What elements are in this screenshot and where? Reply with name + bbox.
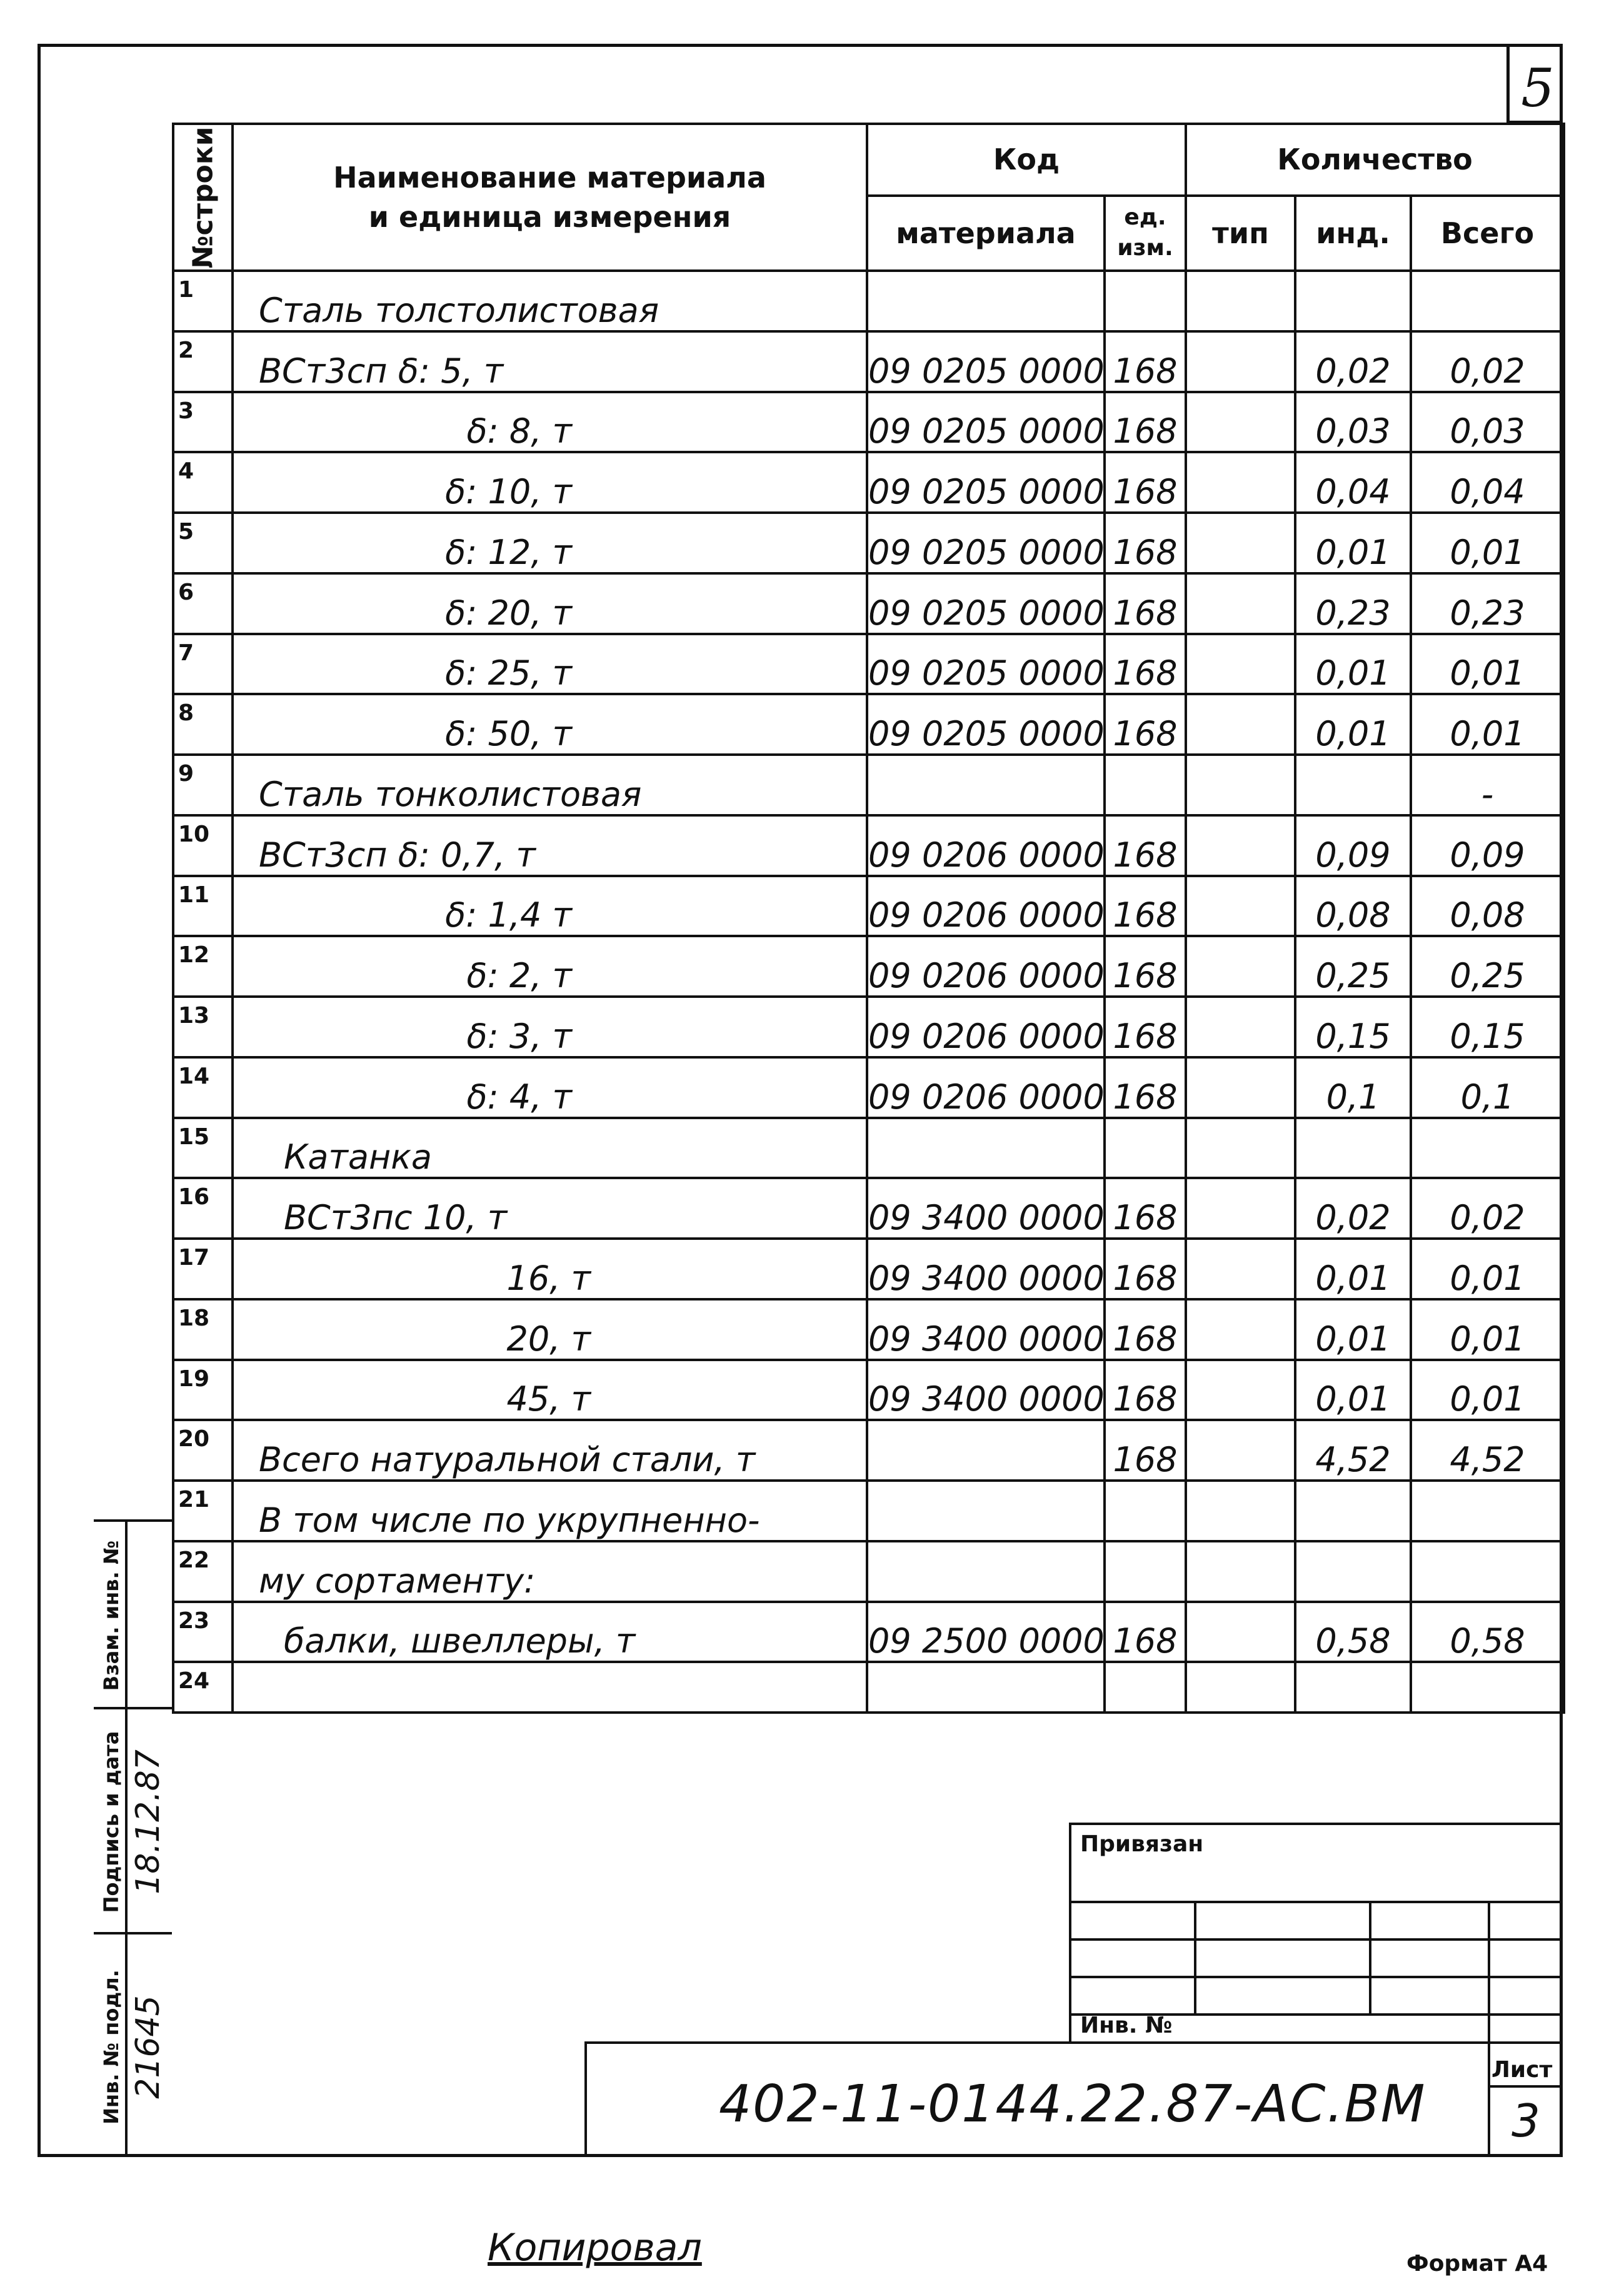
material-name: δ: 25, т	[233, 634, 867, 695]
quantity-total: 0,23	[1411, 573, 1564, 634]
side-cell-inv-orig	[94, 1932, 172, 2157]
table-row	[173, 876, 1564, 937]
row-number: 23	[173, 1602, 233, 1663]
material-code	[867, 1541, 1105, 1602]
quantity-ind: 0,25	[1295, 936, 1411, 997]
row-number: 15	[173, 1118, 233, 1179]
material-code	[867, 1481, 1105, 1541]
quantity-ind: 0,01	[1295, 1299, 1411, 1360]
row-number: 10	[173, 815, 233, 876]
quantity-type	[1186, 634, 1295, 695]
row-number: 2	[173, 331, 233, 392]
inv-label: Инв. №	[1080, 2013, 1173, 2038]
material-name: δ: 2, т	[233, 936, 867, 997]
unit-code: 168	[1105, 1360, 1186, 1421]
material-name: δ: 1,4 т	[233, 876, 867, 937]
table-row	[173, 513, 1564, 573]
material-code	[867, 1420, 1105, 1481]
quantity-ind: 0,15	[1295, 997, 1411, 1057]
row-number: 12	[173, 936, 233, 997]
header-row-number: №строки	[173, 124, 233, 271]
row-number: 11	[173, 876, 233, 937]
quantity-total	[1411, 1662, 1564, 1713]
sheet-number: 3	[1511, 2095, 1540, 2147]
row-number: 4	[173, 452, 233, 513]
table-row	[173, 1178, 1564, 1239]
material-code: 09 3400 0000	[867, 1239, 1105, 1299]
header-total: Всего	[1411, 196, 1564, 271]
quantity-type	[1186, 1239, 1295, 1299]
quantity-type	[1186, 1420, 1295, 1481]
material-code: 09 0206 0000	[867, 876, 1105, 937]
quantity-ind	[1295, 1541, 1411, 1602]
sheet-label: Лист	[1491, 2057, 1553, 2083]
material-name: В том числе по укрупненно-	[233, 1481, 867, 1541]
quantity-total: 0,02	[1411, 1178, 1564, 1239]
quantity-total	[1411, 1118, 1564, 1179]
material-name: Сталь тонколистовая	[233, 755, 867, 815]
table-row	[173, 1057, 1564, 1118]
material-code	[867, 1662, 1105, 1713]
sheet-divider	[1488, 2085, 1563, 2088]
stamp-vline-2	[1369, 1901, 1371, 2013]
unit-code: 168	[1105, 1420, 1186, 1481]
header-material-code: материала	[867, 196, 1105, 271]
quantity-total	[1411, 271, 1564, 331]
material-name: ВСт3сп δ: 5, т	[233, 331, 867, 392]
material-name: ВСт3сп δ: 0,7, т	[233, 815, 867, 876]
row-number: 16	[173, 1178, 233, 1239]
unit-code: 168	[1105, 392, 1186, 453]
quantity-type	[1186, 1299, 1295, 1360]
quantity-ind: 0,08	[1295, 876, 1411, 937]
material-name: балки, швеллеры, т	[233, 1602, 867, 1663]
unit-code: 168	[1105, 694, 1186, 755]
material-code	[867, 755, 1105, 815]
quantity-type	[1186, 694, 1295, 755]
table-row	[173, 815, 1564, 876]
material-name: δ: 20, т	[233, 573, 867, 634]
quantity-total: 0,58	[1411, 1602, 1564, 1663]
row-number: 8	[173, 694, 233, 755]
table-row	[173, 1299, 1564, 1360]
header-ind: инд.	[1295, 196, 1411, 271]
quantity-total: 0,15	[1411, 997, 1564, 1057]
quantity-ind	[1295, 1481, 1411, 1541]
quantity-total: 0,04	[1411, 452, 1564, 513]
quantity-type	[1186, 876, 1295, 937]
unit-code: 168	[1105, 936, 1186, 997]
unit-code	[1105, 755, 1186, 815]
unit-code: 168	[1105, 1299, 1186, 1360]
material-name: Всего натуральной стали, т	[233, 1420, 867, 1481]
material-code: 09 0205 0000	[867, 634, 1105, 695]
quantity-total: 0,1	[1411, 1057, 1564, 1118]
table-row	[173, 1481, 1564, 1541]
stamp-vline-1	[1194, 1901, 1196, 2013]
material-name: δ: 12, т	[233, 513, 867, 573]
side-stamp	[94, 1519, 172, 2157]
quantity-ind: 0,23	[1295, 573, 1411, 634]
material-code: 09 3400 0000	[867, 1360, 1105, 1421]
unit-code: 168	[1105, 1057, 1186, 1118]
material-name: Катанка	[233, 1118, 867, 1179]
table-row	[173, 331, 1564, 392]
quantity-type	[1186, 1662, 1295, 1713]
material-code: 09 0205 0000	[867, 694, 1105, 755]
quantity-total	[1411, 1541, 1564, 1602]
material-name: 45, т	[233, 1360, 867, 1421]
side-cell-sign-date	[94, 1707, 172, 1932]
material-name: ВСт3пс 10, т	[233, 1178, 867, 1239]
quantity-ind: 0,04	[1295, 452, 1411, 513]
quantity-total: 0,01	[1411, 1360, 1564, 1421]
paper-format: Формат А4	[1406, 2251, 1548, 2276]
material-name: δ: 8, т	[233, 392, 867, 453]
quantity-type	[1186, 573, 1295, 634]
quantity-ind: 0,01	[1295, 694, 1411, 755]
quantity-ind	[1295, 755, 1411, 815]
row-number: 24	[173, 1662, 233, 1713]
document-code: 402-11-0144.22.87-АС.ВМ	[719, 2075, 1426, 2134]
row-number: 5	[173, 513, 233, 573]
header-quantity: Количество	[1186, 124, 1564, 196]
header-code: Код	[867, 124, 1186, 196]
material-code: 09 2500 0000	[867, 1602, 1105, 1663]
unit-code	[1105, 271, 1186, 331]
unit-code	[1105, 1662, 1186, 1713]
table-row	[173, 1541, 1564, 1602]
quantity-ind: 0,09	[1295, 815, 1411, 876]
row-number: 1	[173, 271, 233, 331]
unit-code: 168	[1105, 331, 1186, 392]
material-code: 09 0206 0000	[867, 936, 1105, 997]
quantity-type	[1186, 331, 1295, 392]
unit-code: 168	[1105, 1178, 1186, 1239]
unit-code	[1105, 1541, 1186, 1602]
row-number: 13	[173, 997, 233, 1057]
row-number: 7	[173, 634, 233, 695]
material-code: 09 3400 0000	[867, 1299, 1105, 1360]
material-name	[233, 1662, 867, 1713]
unit-code: 168	[1105, 1239, 1186, 1299]
unit-code	[1105, 1481, 1186, 1541]
quantity-total: 4,52	[1411, 1420, 1564, 1481]
table-row	[173, 573, 1564, 634]
table-row	[173, 997, 1564, 1057]
material-name: 20, т	[233, 1299, 867, 1360]
quantity-ind: 0,1	[1295, 1057, 1411, 1118]
quantity-ind: 0,01	[1295, 1360, 1411, 1421]
table-row	[173, 1662, 1564, 1713]
material-name: Сталь толстолистовая	[233, 271, 867, 331]
row-number: 17	[173, 1239, 233, 1299]
page-number: 5	[1521, 58, 1555, 119]
material-code: 09 0206 0000	[867, 997, 1105, 1057]
table-row	[173, 392, 1564, 453]
quantity-type	[1186, 1481, 1295, 1541]
unit-code: 168	[1105, 997, 1186, 1057]
quantity-total: 0,01	[1411, 513, 1564, 573]
material-code: 09 0206 0000	[867, 1057, 1105, 1118]
table-row	[173, 694, 1564, 755]
material-code: 09 0205 0000	[867, 392, 1105, 453]
materials-table	[172, 123, 1565, 1714]
quantity-ind: 0,01	[1295, 1239, 1411, 1299]
quantity-total: 0,01	[1411, 694, 1564, 755]
material-code: 09 0205 0000	[867, 452, 1105, 513]
material-code: 09 3400 0000	[867, 1178, 1105, 1239]
quantity-type	[1186, 755, 1295, 815]
quantity-total	[1411, 1481, 1564, 1541]
side-cell-replace-inv	[94, 1519, 172, 1707]
material-code: 09 0205 0000	[867, 513, 1105, 573]
unit-code: 168	[1105, 876, 1186, 937]
unit-code: 168	[1105, 513, 1186, 573]
unit-code	[1105, 1118, 1186, 1179]
quantity-type	[1186, 997, 1295, 1057]
material-name: му сортаменту:	[233, 1541, 867, 1602]
material-code	[867, 271, 1105, 331]
row-number: 6	[173, 573, 233, 634]
unit-code: 168	[1105, 1602, 1186, 1663]
material-code	[867, 1118, 1105, 1179]
linked-label: Привязан	[1080, 1831, 1204, 1857]
material-name: δ: 4, т	[233, 1057, 867, 1118]
quantity-ind: 0,03	[1295, 392, 1411, 453]
unit-code: 168	[1105, 634, 1186, 695]
quantity-total: 0,03	[1411, 392, 1564, 453]
quantity-type	[1186, 452, 1295, 513]
quantity-total: 0,01	[1411, 634, 1564, 695]
material-name: 16, т	[233, 1239, 867, 1299]
replace-inv-label: Взам. инв. №	[99, 1540, 123, 1691]
copied-by: Копировал	[488, 2226, 702, 2270]
quantity-type	[1186, 936, 1295, 997]
row-number: 14	[173, 1057, 233, 1118]
quantity-total: -	[1411, 755, 1564, 815]
quantity-total: 0,02	[1411, 331, 1564, 392]
quantity-type	[1186, 1118, 1295, 1179]
quantity-total: 0,09	[1411, 815, 1564, 876]
inv-orig-value: 21645	[129, 1995, 167, 2099]
table-row	[173, 271, 1564, 331]
quantity-ind	[1295, 1118, 1411, 1179]
quantity-total: 0,01	[1411, 1239, 1564, 1299]
table-row	[173, 452, 1564, 513]
row-number: 20	[173, 1420, 233, 1481]
quantity-type	[1186, 271, 1295, 331]
row-number: 18	[173, 1299, 233, 1360]
material-name: δ: 10, т	[233, 452, 867, 513]
inv-orig-label: Инв. № подл.	[99, 1970, 123, 2125]
table-row	[173, 1420, 1564, 1481]
quantity-type	[1186, 513, 1295, 573]
quantity-ind: 0,02	[1295, 1178, 1411, 1239]
unit-code: 168	[1105, 815, 1186, 876]
quantity-type	[1186, 1057, 1295, 1118]
material-code: 09 0205 0000	[867, 331, 1105, 392]
quantity-type	[1186, 392, 1295, 453]
quantity-total: 0,25	[1411, 936, 1564, 997]
material-name: δ: 3, т	[233, 997, 867, 1057]
quantity-ind: 4,52	[1295, 1420, 1411, 1481]
table-row	[173, 1239, 1564, 1299]
quantity-type	[1186, 1178, 1295, 1239]
material-code: 09 0205 0000	[867, 573, 1105, 634]
table-row	[173, 936, 1564, 997]
quantity-ind: 0,01	[1295, 513, 1411, 573]
quantity-ind: 0,58	[1295, 1602, 1411, 1663]
unit-code: 168	[1105, 573, 1186, 634]
quantity-type	[1186, 1541, 1295, 1602]
row-number: 21	[173, 1481, 233, 1541]
unit-code: 168	[1105, 452, 1186, 513]
header-material-name: Наименование материала и единица измерения	[233, 124, 867, 271]
sign-date-label: Подпись и дата	[99, 1731, 123, 1913]
quantity-ind	[1295, 1662, 1411, 1713]
quantity-ind	[1295, 271, 1411, 331]
row-number: 9	[173, 755, 233, 815]
table-row	[173, 1360, 1564, 1421]
material-code: 09 0206 0000	[867, 815, 1105, 876]
quantity-ind: 0,02	[1295, 331, 1411, 392]
quantity-type	[1186, 1602, 1295, 1663]
quantity-ind: 0,01	[1295, 634, 1411, 695]
material-name: δ: 50, т	[233, 694, 867, 755]
quantity-type	[1186, 815, 1295, 876]
quantity-total: 0,01	[1411, 1299, 1564, 1360]
table-row	[173, 1118, 1564, 1179]
table-row	[173, 755, 1564, 815]
header-unit: ед. изм.	[1105, 196, 1186, 271]
row-number: 22	[173, 1541, 233, 1602]
quantity-total: 0,08	[1411, 876, 1564, 937]
row-number: 3	[173, 392, 233, 453]
quantity-type	[1186, 1360, 1295, 1421]
row-number: 19	[173, 1360, 233, 1421]
header-type: тип	[1186, 196, 1295, 271]
sign-date-value: 18.12.87	[129, 1749, 167, 1894]
table-row	[173, 1602, 1564, 1663]
table-row	[173, 634, 1564, 695]
